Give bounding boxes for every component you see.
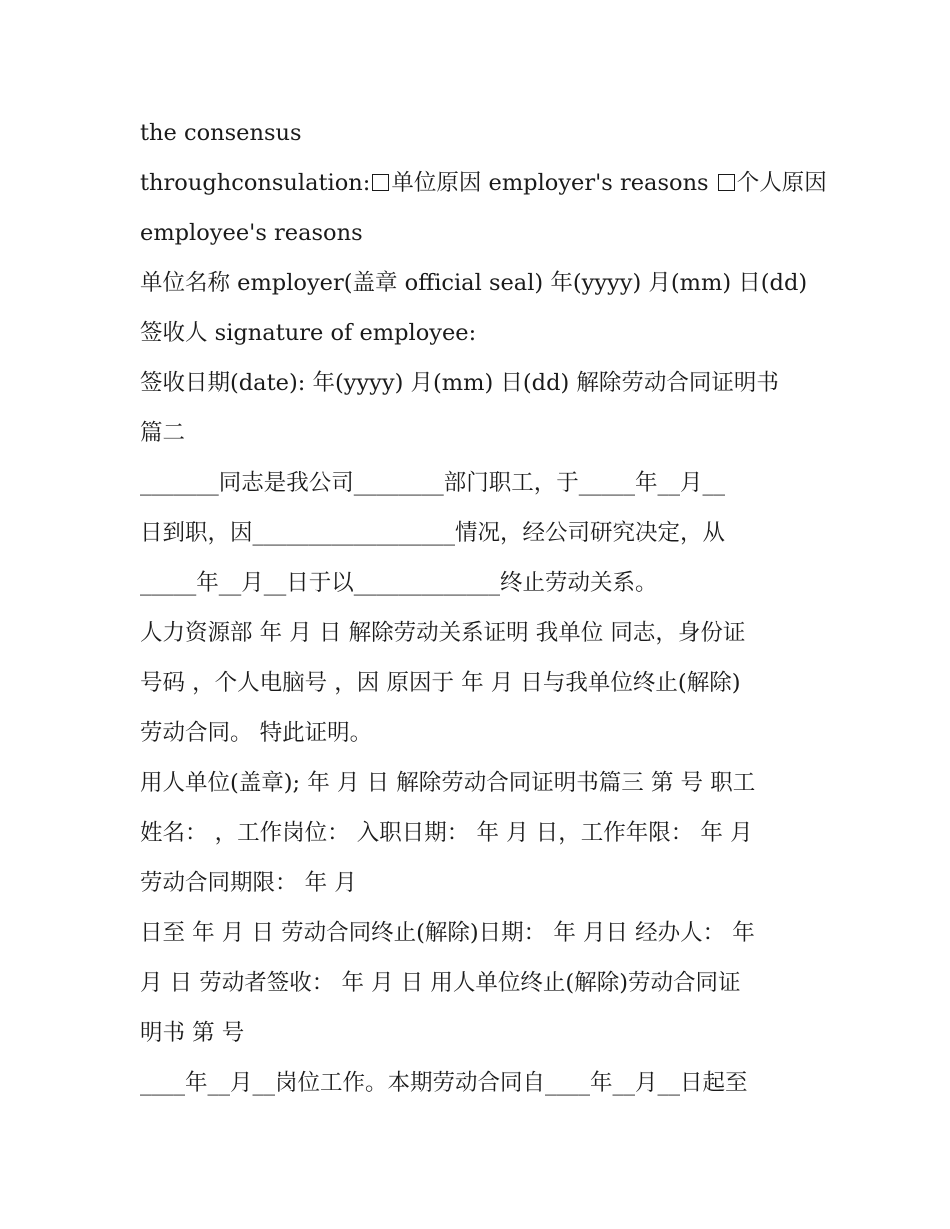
text-line: 劳动合同期限： 年 月: [140, 870, 357, 896]
paragraph-employee-signature: [140, 308, 812, 358]
document-body: [140, 108, 827, 1108]
employer-reason-label: 单位原因 employer's reasons: [391, 170, 709, 196]
text-line: 号码 ，个人电脑号 ，因 原因于 年 月 日与我单位终止(解除): [140, 670, 741, 696]
paragraph-contract-dates: [140, 908, 812, 1058]
text-line: 月 日 劳动者签收： 年 月 日 用人单位终止(解除)劳动合同证: [140, 970, 741, 996]
text-line: _____年__月__日于以_____________终止劳动关系。: [140, 570, 658, 596]
text-line: 签收日期(date): 年(yyyy) 月(mm) 日(dd) 解除劳动合同证明书: [140, 370, 779, 396]
paragraph-employer-seal: [140, 258, 812, 308]
text-line: 人力资源部 年 月 日 解除劳动关系证明 我单位 同志，身份证: [140, 620, 746, 646]
text-line: 日到职，因__________________情况，经公司研究决定，从: [140, 520, 726, 546]
text-line: 姓名： ，工作岗位： 入职日期： 年 月 日，工作年限： 年 月: [140, 820, 753, 846]
text-line: the consensus: [140, 120, 302, 146]
text-consultation: throughconsulation:: [140, 170, 371, 196]
paragraph-template-three: [140, 758, 812, 908]
employee-reason-checkbox[interactable]: [718, 174, 735, 191]
paragraph-receipt-date: [140, 358, 812, 458]
paragraph-contract-period: [140, 1058, 812, 1108]
text-line: 单位名称 employer(盖章 official seal) 年(yyyy) 月(mm) 日(dd): [140, 270, 808, 296]
paragraph-template-two: [140, 458, 812, 608]
text-line: employee's reasons: [140, 220, 363, 246]
employee-reason-label: 个人原因: [736, 170, 827, 196]
text-line: 日至 年 月 日 劳动合同终止(解除)日期： 年 月日 经办人： 年: [140, 920, 755, 946]
text-line: 劳动合同。 特此证明。: [140, 720, 373, 746]
text-line: ____年__月__岗位工作。本期劳动合同自____年__月__日起至: [140, 1070, 748, 1096]
text-line: 签收人 signature of employee:: [140, 320, 477, 346]
section-heading: 篇二: [140, 420, 186, 446]
text-line-reasons: [140, 158, 827, 208]
text-line: _______同志是我公司________部门职工，于_____年__月__: [140, 470, 726, 496]
paragraph-hr-certificate: [140, 608, 812, 758]
text-line: 用人单位(盖章); 年 月 日 解除劳动合同证明书篇三 第 号 职工: [140, 770, 756, 796]
paragraph-termination-reason: [140, 108, 827, 258]
employer-reason-checkbox[interactable]: [372, 174, 389, 191]
text-line: 明书 第 号: [140, 1020, 245, 1046]
